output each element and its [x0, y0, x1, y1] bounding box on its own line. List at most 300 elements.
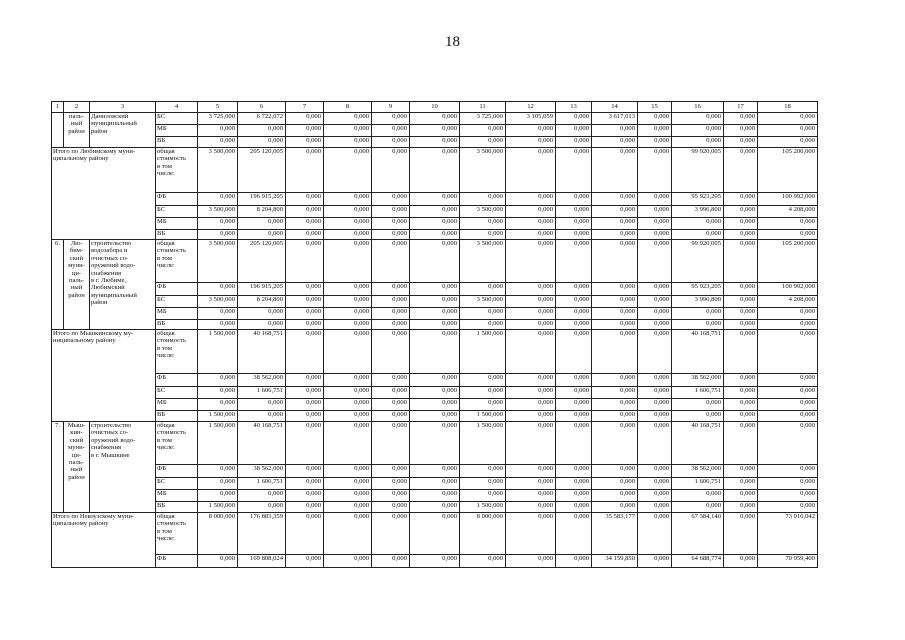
value-col-7: 0,000: [286, 399, 324, 411]
column-header-10: 10: [410, 102, 460, 113]
value-col-14: 0,000: [592, 465, 638, 478]
value-col-11: 0,000: [460, 555, 506, 568]
value-col-10: 0,000: [410, 218, 460, 230]
value-col-6: 0,000: [238, 411, 286, 422]
value-col-17: 0,000: [724, 148, 758, 193]
column-header-14: 14: [592, 102, 638, 113]
value-col-5: 1 500,000: [198, 330, 238, 374]
value-col-17: 0,000: [724, 555, 758, 568]
value-col-13: 0,000: [556, 283, 592, 296]
value-col-12: 0,000: [506, 399, 556, 411]
value-col-10: 0,000: [410, 330, 460, 374]
total-label: Итого по Любимскому муни- ципальному району: [52, 148, 156, 240]
value-col-5: 1 500,000: [198, 411, 238, 422]
value-col-8: 0,000: [324, 283, 372, 296]
municipality-name: Мыш- кин- ский муни- ци- паль- ный район: [64, 422, 90, 513]
value-col-6: 205 120,005: [238, 240, 286, 283]
value-col-10: 0,000: [410, 465, 460, 478]
value-col-18: 0,000: [758, 137, 818, 148]
funding-source: ФБ: [156, 374, 198, 387]
value-col-7: 0,000: [286, 125, 324, 137]
value-col-16: 0,000: [672, 230, 724, 240]
value-col-15: 0,000: [638, 465, 672, 478]
value-col-12: 0,000: [506, 502, 556, 513]
value-col-10: 0,000: [410, 296, 460, 308]
value-col-7: 0,000: [286, 502, 324, 513]
value-col-8: 0,000: [324, 113, 372, 125]
value-col-9: 0,000: [372, 399, 410, 411]
value-col-15: 0,000: [638, 387, 672, 399]
table-header-row: [52, 102, 818, 113]
value-col-12: 0,000: [506, 387, 556, 399]
value-col-7: 0,000: [286, 296, 324, 308]
value-col-14: 0,000: [592, 422, 638, 465]
value-col-17: 0,000: [724, 137, 758, 148]
value-col-15: 0,000: [638, 193, 672, 206]
total-label: Итого по Мышкинскому му- ниципальному району: [52, 330, 156, 422]
value-col-12: 3 105,059: [506, 113, 556, 125]
value-col-18: 0,000: [758, 502, 818, 513]
value-col-10: 0,000: [410, 125, 460, 137]
value-col-9: 0,000: [372, 113, 410, 125]
value-col-13: 0,000: [556, 399, 592, 411]
value-col-9: 0,000: [372, 374, 410, 387]
value-col-6: 169 808,024: [238, 555, 286, 568]
value-col-16: 40 168,751: [672, 330, 724, 374]
value-col-18: 0,000: [758, 399, 818, 411]
value-col-18: 100 992,000: [758, 283, 818, 296]
value-col-7: 0,000: [286, 137, 324, 148]
value-col-10: 0,000: [410, 490, 460, 502]
value-col-17: 0,000: [724, 513, 758, 555]
value-col-6: 196 915,205: [238, 283, 286, 296]
value-col-11: 0,000: [460, 283, 506, 296]
value-col-9: 0,000: [372, 148, 410, 193]
table-row: [52, 465, 818, 478]
value-col-5: 3 725,000: [198, 113, 238, 125]
value-col-7: 0,000: [286, 308, 324, 320]
value-col-9: 0,000: [372, 490, 410, 502]
funding-source: общая стоимость в том числе:: [156, 422, 198, 465]
value-col-18: 4 208,000: [758, 296, 818, 308]
value-col-16: 0,000: [672, 218, 724, 230]
column-header-6: 6: [238, 102, 286, 113]
value-col-9: 0,000: [372, 193, 410, 206]
value-col-7: 0,000: [286, 206, 324, 218]
value-col-6: 196 915,205: [238, 193, 286, 206]
value-col-12: 0,000: [506, 490, 556, 502]
value-col-8: 0,000: [324, 502, 372, 513]
column-header-7: 7: [286, 102, 324, 113]
value-col-13: 0,000: [556, 465, 592, 478]
table-row: [52, 513, 818, 555]
value-col-12: 0,000: [506, 148, 556, 193]
value-col-9: 0,000: [372, 125, 410, 137]
value-col-13: 0,000: [556, 374, 592, 387]
value-col-17: 0,000: [724, 502, 758, 513]
row-number: 6.: [52, 240, 64, 330]
value-col-15: 0,000: [638, 555, 672, 568]
value-col-13: 0,000: [556, 411, 592, 422]
value-col-8: 0,000: [324, 490, 372, 502]
value-col-8: 0,000: [324, 206, 372, 218]
table-row: [52, 411, 818, 422]
funding-source: общая стоимость в том числе:: [156, 330, 198, 374]
value-col-14: 34 159,850: [592, 555, 638, 568]
value-col-7: 0,000: [286, 330, 324, 374]
value-col-11: 0,000: [460, 399, 506, 411]
value-col-16: 95 923,205: [672, 193, 724, 206]
column-header-1: 1: [52, 102, 64, 113]
value-col-11: 3 500,000: [460, 206, 506, 218]
value-col-18: 70 959,400: [758, 555, 818, 568]
value-col-5: 1 500,000: [198, 502, 238, 513]
value-col-18: 0,000: [758, 374, 818, 387]
value-col-12: 0,000: [506, 555, 556, 568]
value-col-16: 95 923,205: [672, 283, 724, 296]
value-col-7: 0,000: [286, 555, 324, 568]
value-col-17: 0,000: [724, 125, 758, 137]
funding-source: МБ: [156, 125, 198, 137]
value-col-15: 0,000: [638, 490, 672, 502]
value-col-14: 0,000: [592, 218, 638, 230]
funding-source: ФБ: [156, 283, 198, 296]
value-col-13: 0,000: [556, 330, 592, 374]
value-col-7: 0,000: [286, 283, 324, 296]
value-col-15: 0,000: [638, 137, 672, 148]
value-col-14: 0,000: [592, 387, 638, 399]
value-col-13: 0,000: [556, 502, 592, 513]
value-col-15: 0,000: [638, 513, 672, 555]
value-col-9: 0,000: [372, 555, 410, 568]
value-col-5: 0,000: [198, 283, 238, 296]
value-col-12: 0,000: [506, 283, 556, 296]
column-header-8: 8: [324, 102, 372, 113]
funding-source: БС: [156, 387, 198, 399]
value-col-14: 0,000: [592, 193, 638, 206]
value-col-9: 0,000: [372, 411, 410, 422]
value-col-13: 0,000: [556, 218, 592, 230]
value-col-9: 0,000: [372, 513, 410, 555]
value-col-18: 0,000: [758, 230, 818, 240]
value-col-12: 0,000: [506, 478, 556, 490]
value-col-15: 0,000: [638, 374, 672, 387]
value-col-17: 0,000: [724, 320, 758, 330]
value-col-17: 0,000: [724, 399, 758, 411]
value-col-11: 3 725,000: [460, 113, 506, 125]
funding-source: ВБ: [156, 502, 198, 513]
value-col-5: 0,000: [198, 230, 238, 240]
value-col-11: 0,000: [460, 230, 506, 240]
value-col-10: 0,000: [410, 411, 460, 422]
funding-source: МБ: [156, 399, 198, 411]
total-label: Итого по Некоузскому муни- ципальному району: [52, 513, 156, 568]
value-col-13: 0,000: [556, 555, 592, 568]
table-row: [52, 555, 818, 568]
table-row: [52, 330, 818, 374]
value-col-8: 0,000: [324, 230, 372, 240]
value-col-15: 0,000: [638, 411, 672, 422]
value-col-9: 0,000: [372, 320, 410, 330]
value-col-14: 0,000: [592, 137, 638, 148]
value-col-10: 0,000: [410, 240, 460, 283]
column-header-11: 11: [460, 102, 506, 113]
funding-source: БС: [156, 206, 198, 218]
value-col-6: 0,000: [238, 230, 286, 240]
value-col-8: 0,000: [324, 399, 372, 411]
value-col-14: 0,000: [592, 320, 638, 330]
value-col-12: 0,000: [506, 240, 556, 283]
table-row: [52, 399, 818, 411]
value-col-14: 0,000: [592, 411, 638, 422]
value-col-16: 1 606,751: [672, 387, 724, 399]
value-col-16: 0,000: [672, 399, 724, 411]
table-row: [52, 125, 818, 137]
value-col-8: 0,000: [324, 240, 372, 283]
value-col-18: 0,000: [758, 478, 818, 490]
funding-source: МБ: [156, 490, 198, 502]
value-col-14: 0,000: [592, 308, 638, 320]
value-col-10: 0,000: [410, 387, 460, 399]
value-col-8: 0,000: [324, 296, 372, 308]
value-col-18: 105 200,000: [758, 240, 818, 283]
value-col-15: 0,000: [638, 240, 672, 283]
value-col-10: 0,000: [410, 478, 460, 490]
table-row: [52, 137, 818, 148]
value-col-5: 0,000: [198, 478, 238, 490]
value-col-7: 0,000: [286, 422, 324, 465]
value-col-12: 0,000: [506, 218, 556, 230]
value-col-18: 0,000: [758, 308, 818, 320]
value-col-17: 0,000: [724, 296, 758, 308]
value-col-7: 0,000: [286, 478, 324, 490]
value-col-18: 100 992,000: [758, 193, 818, 206]
table-row: [52, 502, 818, 513]
value-col-13: 0,000: [556, 230, 592, 240]
object-description: Даниловский муниципальный район: [90, 113, 156, 148]
funding-source: общая стоимость в том числе:: [156, 240, 198, 283]
column-header-5: 5: [198, 102, 238, 113]
municipality-name: Лю- бим- ский муни- ци- паль- ный район: [64, 240, 90, 330]
value-col-16: 0,000: [672, 137, 724, 148]
value-col-18: 0,000: [758, 218, 818, 230]
value-col-15: 0,000: [638, 330, 672, 374]
funding-source: МБ: [156, 218, 198, 230]
value-col-15: 0,000: [638, 308, 672, 320]
value-col-14: 0,000: [592, 490, 638, 502]
value-col-15: 0,000: [638, 399, 672, 411]
value-col-14: 0,000: [592, 502, 638, 513]
funding-source: ФБ: [156, 193, 198, 206]
value-col-6: 1 606,751: [238, 478, 286, 490]
table-row: [52, 193, 818, 206]
value-col-13: 0,000: [556, 478, 592, 490]
value-col-16: 0,000: [672, 308, 724, 320]
value-col-18: 4 208,000: [758, 206, 818, 218]
value-col-14: 0,000: [592, 478, 638, 490]
value-col-11: 1 500,000: [460, 502, 506, 513]
value-col-8: 0,000: [324, 148, 372, 193]
value-col-7: 0,000: [286, 490, 324, 502]
municipality-name: паль- ный район: [64, 113, 90, 148]
value-col-6: 38 562,000: [238, 374, 286, 387]
value-col-17: 0,000: [724, 206, 758, 218]
value-col-11: 0,000: [460, 218, 506, 230]
value-col-7: 0,000: [286, 193, 324, 206]
value-col-12: 0,000: [506, 308, 556, 320]
column-header-3: 3: [90, 102, 156, 113]
value-col-8: 0,000: [324, 387, 372, 399]
value-col-10: 0,000: [410, 283, 460, 296]
column-header-2: 2: [64, 102, 90, 113]
funding-source: БС: [156, 478, 198, 490]
value-col-11: 0,000: [460, 137, 506, 148]
funding-source: ВБ: [156, 320, 198, 330]
value-col-12: 0,000: [506, 411, 556, 422]
value-col-17: 0,000: [724, 283, 758, 296]
value-col-6: 8 204,800: [238, 206, 286, 218]
value-col-5: 0,000: [198, 137, 238, 148]
value-col-16: 0,000: [672, 320, 724, 330]
value-col-7: 0,000: [286, 240, 324, 283]
value-col-16: 3 996,800: [672, 296, 724, 308]
value-col-10: 0,000: [410, 137, 460, 148]
value-col-11: 0,000: [460, 125, 506, 137]
value-col-11: 0,000: [460, 374, 506, 387]
value-col-10: 0,000: [410, 502, 460, 513]
value-col-17: 0,000: [724, 422, 758, 465]
value-col-17: 0,000: [724, 411, 758, 422]
value-col-14: 0,000: [592, 399, 638, 411]
value-col-15: 0,000: [638, 148, 672, 193]
value-col-10: 0,000: [410, 230, 460, 240]
value-col-11: 8 000,000: [460, 513, 506, 555]
value-col-16: 3 996,800: [672, 206, 724, 218]
value-col-13: 0,000: [556, 296, 592, 308]
value-col-13: 0,000: [556, 422, 592, 465]
value-col-9: 0,000: [372, 478, 410, 490]
value-col-13: 0,000: [556, 308, 592, 320]
value-col-15: 0,000: [638, 296, 672, 308]
value-col-8: 0,000: [324, 411, 372, 422]
row-number: [52, 113, 64, 148]
value-col-9: 0,000: [372, 230, 410, 240]
value-col-6: 38 562,000: [238, 465, 286, 478]
value-col-10: 0,000: [410, 320, 460, 330]
value-col-5: 0,000: [198, 125, 238, 137]
value-col-6: 0,000: [238, 308, 286, 320]
value-col-5: 0,000: [198, 320, 238, 330]
value-col-9: 0,000: [372, 218, 410, 230]
value-col-17: 0,000: [724, 330, 758, 374]
value-col-18: 0,000: [758, 411, 818, 422]
value-col-18: 0,000: [758, 320, 818, 330]
value-col-12: 0,000: [506, 422, 556, 465]
value-col-6: 0,000: [238, 399, 286, 411]
value-col-9: 0,000: [372, 330, 410, 374]
value-col-5: 0,000: [198, 387, 238, 399]
table-row: [52, 374, 818, 387]
value-col-11: 3 500,000: [460, 240, 506, 283]
value-col-16: 0,000: [672, 502, 724, 513]
value-col-9: 0,000: [372, 308, 410, 320]
value-col-16: 0,000: [672, 490, 724, 502]
value-col-8: 0,000: [324, 320, 372, 330]
value-col-6: 0,000: [238, 320, 286, 330]
value-col-13: 0,000: [556, 125, 592, 137]
value-col-18: 73 916,042: [758, 513, 818, 555]
table-row: [52, 308, 818, 320]
value-col-15: 0,000: [638, 230, 672, 240]
value-col-18: 0,000: [758, 125, 818, 137]
value-col-11: 0,000: [460, 193, 506, 206]
value-col-14: 0,000: [592, 330, 638, 374]
value-col-15: 0,000: [638, 478, 672, 490]
column-header-9: 9: [372, 102, 410, 113]
value-col-15: 0,000: [638, 218, 672, 230]
value-col-11: 0,000: [460, 387, 506, 399]
value-col-9: 0,000: [372, 422, 410, 465]
value-col-5: 0,000: [198, 555, 238, 568]
value-col-8: 0,000: [324, 308, 372, 320]
value-col-11: 0,000: [460, 308, 506, 320]
value-col-18: 0,000: [758, 330, 818, 374]
value-col-6: 8 204,800: [238, 296, 286, 308]
table-row: [52, 113, 818, 125]
value-col-12: 0,000: [506, 206, 556, 218]
value-col-8: 0,000: [324, 513, 372, 555]
value-col-7: 0,000: [286, 374, 324, 387]
value-col-5: 3 500,000: [198, 148, 238, 193]
value-col-14: 35 583,177: [592, 513, 638, 555]
value-col-5: 0,000: [198, 465, 238, 478]
column-header-15: 15: [638, 102, 672, 113]
value-col-11: 1 500,000: [460, 411, 506, 422]
value-col-6: 40 168,751: [238, 330, 286, 374]
value-col-14: 3 617,013: [592, 113, 638, 125]
value-col-7: 0,000: [286, 320, 324, 330]
table-row: [52, 387, 818, 399]
value-col-6: 0,000: [238, 502, 286, 513]
value-col-6: 0,000: [238, 125, 286, 137]
value-col-17: 0,000: [724, 308, 758, 320]
value-col-18: 105 200,000: [758, 148, 818, 193]
value-col-12: 0,000: [506, 465, 556, 478]
value-col-13: 0,000: [556, 387, 592, 399]
value-col-8: 0,000: [324, 478, 372, 490]
column-header-4: 4: [156, 102, 198, 113]
column-header-18: 18: [758, 102, 818, 113]
value-col-7: 0,000: [286, 113, 324, 125]
value-col-12: 0,000: [506, 125, 556, 137]
value-col-14: 0,000: [592, 296, 638, 308]
value-col-12: 0,000: [506, 193, 556, 206]
value-col-14: 0,000: [592, 374, 638, 387]
value-col-13: 0,000: [556, 148, 592, 193]
value-col-14: 0,000: [592, 125, 638, 137]
column-header-17: 17: [724, 102, 758, 113]
value-col-18: 0,000: [758, 422, 818, 465]
value-col-8: 0,000: [324, 330, 372, 374]
value-col-18: 0,000: [758, 490, 818, 502]
value-col-13: 0,000: [556, 490, 592, 502]
object-description: строительство очистных со- оружений водо- снабжения в г. Мышкине: [90, 422, 156, 513]
table-row: [52, 490, 818, 502]
value-col-14: 0,000: [592, 240, 638, 283]
value-col-12: 0,000: [506, 320, 556, 330]
value-col-7: 0,000: [286, 230, 324, 240]
value-col-16: 0,000: [672, 125, 724, 137]
